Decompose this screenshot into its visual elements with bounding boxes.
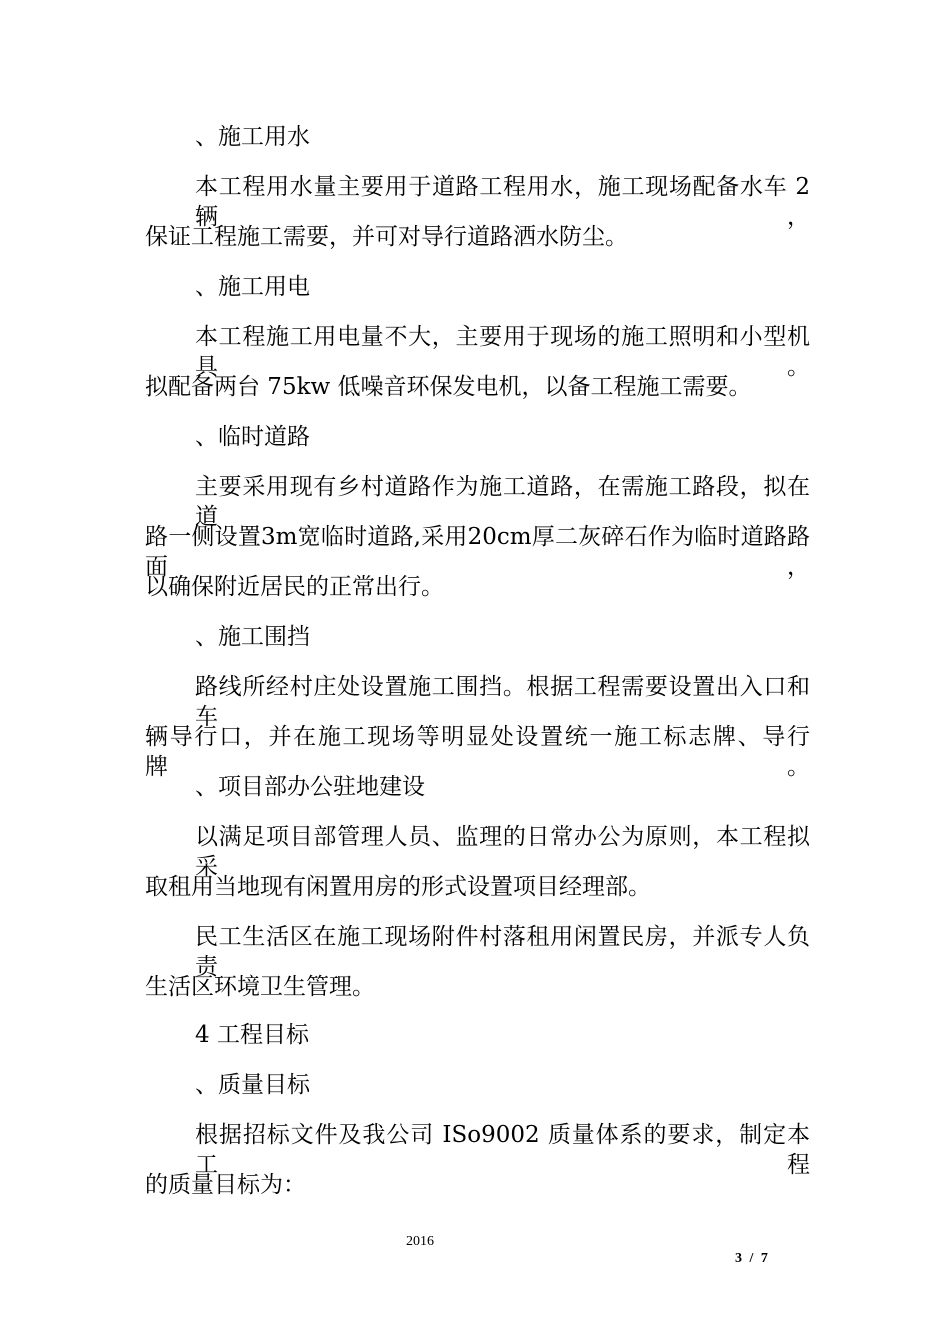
paragraph-line: 以确保附近居民的正常出行。 [145, 574, 444, 600]
heading-project-goals: 4 工程目标 [195, 1022, 309, 1048]
paragraph-line: 辆导行口，并在施工现场等明显处设置统一施工标志牌、导行牌。 [145, 724, 810, 780]
heading-electricity: 、施工用电 [195, 274, 310, 300]
paragraph-line: 保证工程施工需要，并可对导行道路洒水防尘。 [145, 224, 628, 250]
heading-quality-goals: 、质量目标 [195, 1072, 310, 1098]
paragraph-line: 主要采用现有乡村道路作为施工道路，在需施工路段，拟在道 [195, 474, 810, 530]
heading-water: 、施工用水 [195, 124, 310, 150]
paragraph-line: 生活区环境卫生管理。 [145, 974, 375, 1000]
paragraph-line: 本工程施工用电量不大，主要用于现场的施工照明和小型机具。 [195, 324, 810, 380]
paragraph-line: 本工程用水量主要用于道路工程用水，施工现场配备水车 2 辆， [195, 174, 810, 230]
footer-year: 2016 [406, 1234, 434, 1249]
paragraph-line: 拟配备两台 75kw 低噪音环保发电机，以备工程施工需要。 [145, 374, 752, 400]
paragraph-line: 路一侧设置3m宽临时道路,采用20cm厚二灰碎石作为临时道路路面， [145, 524, 810, 580]
paragraph-line: 民工生活区在施工现场附件村落租用闲置民房，并派专人负责 [195, 924, 810, 980]
heading-project-office: 、项目部办公驻地建设 [195, 774, 425, 800]
paragraph-line: 取租用当地现有闲置用房的形式设置项目经理部。 [145, 874, 651, 900]
paragraph-line: 根据招标文件及我公司 ISo9002 质量体系的要求，制定本工程 [195, 1122, 810, 1178]
heading-enclosure: 、施工围挡 [195, 624, 310, 650]
paragraph-line: 的质量目标为： [145, 1172, 306, 1198]
heading-temporary-road: 、临时道路 [195, 424, 310, 450]
page-number: 3 / 7 [735, 1251, 770, 1266]
paragraph-line: 以满足项目部管理人员、监理的日常办公为原则，本工程拟采 [195, 824, 810, 880]
paragraph-line: 路线所经村庄处设置施工围挡。根据工程需要设置出入口和车 [195, 674, 810, 730]
